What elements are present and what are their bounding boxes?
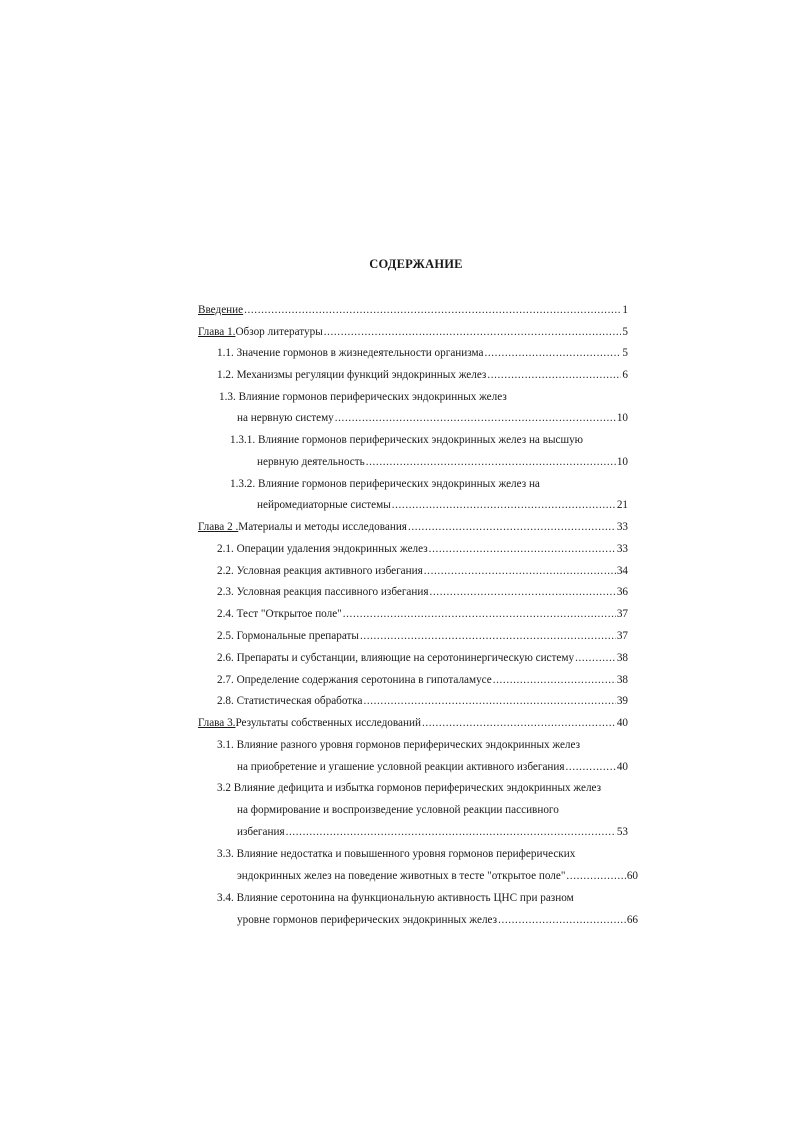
toc-page: 21	[616, 499, 628, 511]
toc-label: Глава 3.	[198, 717, 236, 729]
toc-entry-chapter-1[interactable]	[198, 325, 628, 339]
toc-page: 5	[622, 326, 628, 338]
toc-leader	[324, 325, 622, 339]
toc-page: 37	[616, 608, 628, 620]
toc-entry-chapter-2[interactable]	[198, 520, 628, 534]
toc-page: 34	[616, 565, 628, 577]
toc-label: эндокринных желез на поведение животных в тесте "открытое поле"	[237, 870, 566, 882]
toc-page: 39	[616, 695, 628, 707]
toc-entry-1-1[interactable]	[217, 346, 628, 360]
toc-label: 2.6. Препараты и субстанции, влияющие на серотонинергическую систему	[217, 652, 575, 664]
toc-label: 2.4. Тест "Открытое поле"	[217, 608, 342, 620]
toc-label: 2.2. Условная реакция активного избегания	[217, 565, 423, 577]
toc-page: 36	[616, 586, 628, 598]
toc-entry-2-8[interactable]	[217, 694, 628, 708]
toc-page: 10	[616, 412, 628, 424]
page-title: СОДЕРЖАНИЕ	[369, 257, 463, 271]
toc-leader	[429, 542, 616, 556]
toc-label: 1.1. Значение гормонов в жизнедеятельности организма	[217, 347, 484, 359]
toc-entry-3-3-cont[interactable]	[237, 869, 638, 883]
toc-page: 40	[616, 761, 628, 773]
toc-label-rest: Результаты собственных исследований	[235, 717, 421, 729]
toc-label: 2.1. Операции удаления эндокринных желез	[217, 543, 428, 555]
toc-entry-1-3-1[interactable]: 1.3.1. Влияние гормонов периферических эндокринных желез на высшую	[230, 434, 584, 446]
toc-page: 38	[616, 674, 628, 686]
toc-entry-1-3-2[interactable]: 1.3.2. Влияние гормонов периферических эндокринных желез на	[230, 478, 540, 490]
toc-leader	[484, 346, 621, 360]
toc-leader	[498, 913, 626, 927]
toc-label: 2.7. Определение содержания серотонина в гипоталамусе	[217, 674, 492, 686]
toc-entry-1-2[interactable]	[217, 368, 628, 382]
toc-page: 10	[616, 456, 628, 468]
toc-leader	[575, 651, 616, 665]
toc-label: на приобретение и угашение условной реакции активного избегания	[237, 761, 565, 773]
toc-entry-2-2[interactable]	[217, 564, 628, 578]
toc-page: 33	[616, 521, 628, 533]
toc-entry-3-2[interactable]: 3.2 Влияние дефицита и избытка гормонов периферических эндокринных желез	[217, 782, 602, 794]
toc-label: на нервную систему	[237, 412, 334, 424]
toc-entry-2-4[interactable]	[217, 607, 628, 621]
toc-label: избегания	[237, 826, 285, 838]
toc-label: Глава 2 .	[198, 521, 239, 533]
toc-label: 1.2. Механизмы регуляции функций эндокринных желез	[217, 369, 487, 381]
toc-entry-1-3-1-cont[interactable]	[257, 455, 628, 469]
toc-page: 6	[622, 369, 628, 381]
toc-entry-3-2-cont-1[interactable]: на формирование и воспроизведение условной реакции пассивного	[237, 804, 559, 816]
toc-page: 53	[616, 826, 628, 838]
toc-entry-2-7[interactable]	[217, 673, 628, 687]
toc-entry-3-4[interactable]: 3.4. Влияние серотонина на функциональную активность ЦНС при разном	[217, 892, 574, 904]
toc-label: уровне гормонов периферических эндокринных желез	[237, 914, 498, 926]
toc-entry-3-1[interactable]: 3.1. Влияние разного уровня гормонов периферических эндокринных желез	[217, 739, 581, 751]
toc-leader	[493, 673, 616, 687]
toc-page: 66	[626, 914, 638, 926]
toc-entry-3-2-cont-2[interactable]	[237, 825, 628, 839]
toc-entry-chapter-3[interactable]	[198, 716, 628, 730]
toc-entry-intro[interactable]	[198, 303, 628, 317]
toc-leader	[335, 411, 616, 425]
toc-label-rest: Обзор литературы	[235, 326, 323, 338]
toc-leader	[487, 368, 621, 382]
toc-page: 5	[622, 347, 628, 359]
toc-leader	[422, 716, 616, 730]
toc-leader	[366, 455, 616, 469]
toc-entry-3-1-cont[interactable]	[237, 760, 628, 774]
toc-entry-1-3-2-cont[interactable]	[257, 498, 628, 512]
toc-leader	[424, 564, 616, 578]
toc-label: Введение	[198, 304, 244, 316]
toc-leader	[244, 303, 621, 317]
toc-leader	[286, 825, 616, 839]
toc-entry-2-5[interactable]	[217, 629, 628, 643]
toc-leader	[360, 629, 616, 643]
toc-page: 60	[626, 870, 638, 882]
toc-leader	[343, 607, 616, 621]
toc-page: 38	[616, 652, 628, 664]
toc-leader	[566, 760, 616, 774]
toc-label: нервную деятельность	[257, 456, 365, 468]
toc-page: 40	[616, 717, 628, 729]
toc-entry-2-3[interactable]	[217, 585, 628, 599]
toc-entry-1-3[interactable]: 1.3. Влияние гормонов периферических эндокринных желез	[219, 391, 507, 403]
toc-entry-2-6[interactable]	[217, 651, 628, 665]
toc-label: 2.8. Статистическая обработка	[217, 695, 363, 707]
toc-label: нейромедиаторные системы	[257, 499, 391, 511]
toc-leader	[363, 694, 615, 708]
toc-entry-1-3-cont[interactable]	[237, 411, 628, 425]
toc-label-rest: Материалы и методы исследования	[238, 521, 407, 533]
toc-entry-3-3[interactable]: 3.3. Влияние недостатка и повышенного уровня гормонов периферических	[217, 848, 576, 860]
toc-entry-2-1[interactable]	[217, 542, 628, 556]
toc-leader	[430, 585, 616, 599]
toc-page: 1	[622, 304, 628, 316]
toc-page: 37	[616, 630, 628, 642]
toc-label: 2.5. Гормональные препараты	[217, 630, 359, 642]
toc-leader	[392, 498, 616, 512]
toc-label: Глава 1.	[198, 326, 236, 338]
toc-entry-3-4-cont[interactable]	[237, 913, 638, 927]
toc-page: 33	[616, 543, 628, 555]
toc-leader	[566, 869, 625, 883]
toc-leader	[408, 520, 616, 534]
toc-label: 2.3. Условная реакция пассивного избегания	[217, 586, 429, 598]
